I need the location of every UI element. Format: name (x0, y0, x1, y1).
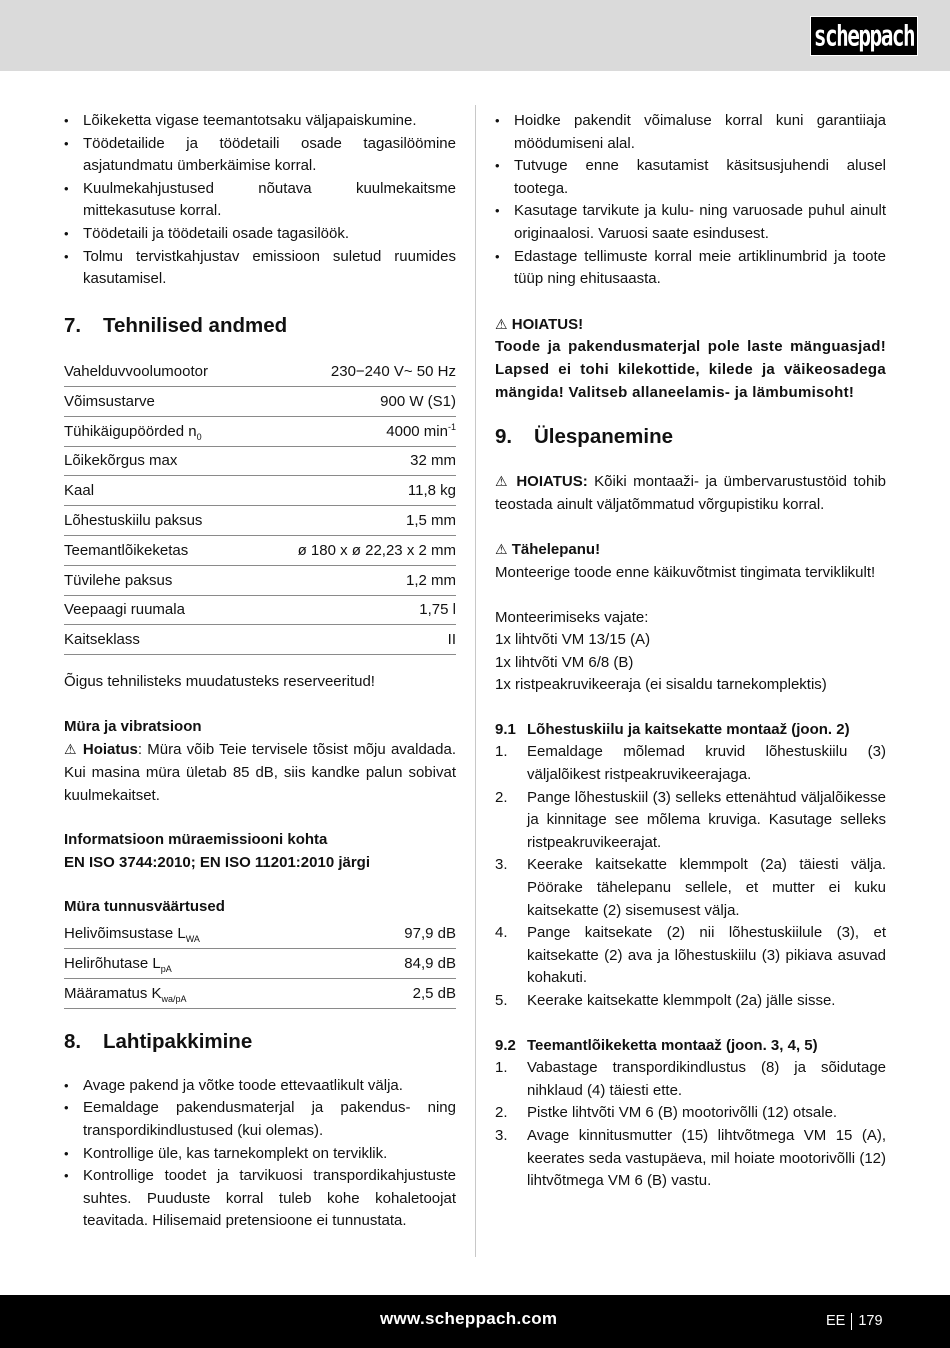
subsection-9-2-heading (495, 1035, 886, 1058)
table-row (64, 979, 456, 1009)
section-7-heading (64, 313, 456, 339)
step-item: 2. Pistke lihtvõti VM 6 (B) mootorivõlli (12) otsale. (495, 1104, 838, 1122)
noise-values-table (64, 919, 456, 1009)
spec-label: Võimsustarve (64, 387, 251, 417)
tech-specs-table (64, 357, 456, 655)
packaging-bullet-list (495, 110, 886, 291)
spec-value: 4000 $\min^{-1}$ (251, 416, 456, 446)
step-item: 2. Pange lõhestuskiil (3) selleks ettenähtud väljalõikesse ja kinnitage see mõlema kruviga. Kasutage selleks ristpeakruvikeerajat. (495, 788, 886, 851)
list-item: • Avage pakend ja võtke toode ettevaatlikult välja. (64, 1075, 456, 1098)
attention-title: ⚠ Tähelepanu! (495, 541, 601, 559)
child-warning-text: Toode ja pakendusmaterjal pole laste mänguasjad! Lapsed ei tohi kilekottide, kilede ja väikeosadega mängida! Valitseb allaneelamis- ja lämbumisoht! (495, 338, 886, 401)
noise-label: Määramatus $K_{wa/pA}$ (64, 979, 348, 1009)
table-row (64, 476, 456, 506)
tool-item: 1x lihtvõti VM 13/15 (A) (495, 631, 651, 649)
spec-label: Lõikekõrgus max (64, 446, 251, 476)
table-row (64, 387, 456, 417)
list-item: • Kontrollige toodet ja tarvikuosi transpordikahjustuste suhtes. Puuduste korral tuleb kohe kohaletoojat teavitada. Hilisemaid pretensioone ei tunnustata. (64, 1165, 456, 1233)
subsection-title: Teemantlõikeketta montaaž (joon. 3, 4, 5) (527, 1036, 818, 1054)
spec-value: ø 180 x ø 22,23 x 2 mm (251, 536, 456, 566)
noise-value: 97,9 dB (348, 919, 456, 949)
table-row (64, 919, 456, 949)
step-item: 3. Avage kinnitusmutter (15) lihtvõtmega VM 15 (A), keerates seda vastupäeva, mil hoiate mootorivõlli (12) lihtvõtmega VM 6 (B) vastu. (495, 1126, 886, 1190)
tools-heading: Monteerimiseks vajate: (495, 608, 649, 626)
section-8-heading (64, 1029, 456, 1055)
step-item: 1. Eemaldage mõlemad kruvid lõhestuskiilu (3) väljalõikest ristpeakruvikeerajaga. (495, 743, 886, 784)
spec-value: 1,2 mm (251, 565, 456, 595)
spec-label: Lõhestuskiilu paksus (64, 506, 251, 536)
subsection-title: Lõhestuskiilu ja kaitsekatte montaaž (joon. 2) (527, 720, 850, 738)
spec-value: 11,8 kg (251, 476, 456, 506)
step-item: 4. Pange kaitsekate (2) nii lõhestuskiilule (3), et kaitsekatte (2) ava ja lõhestuskiilu (3) pikiava asuvad kohakuti. (495, 924, 886, 987)
noise-heading: Müra ja vibratsioon (64, 717, 202, 735)
subsection-number: 9.2 (495, 1036, 516, 1054)
attention-text: Monteerige toode enne käikuvõtmist tingimata terviklikult! (495, 563, 876, 581)
subsection-number: 9.1 (495, 720, 516, 738)
table-row (64, 357, 456, 387)
noise-warning-label: Hoiatus (82, 741, 138, 759)
noise-value: 84,9 dB (348, 949, 456, 979)
steps-9-2 (495, 1057, 886, 1193)
table-row (64, 565, 456, 595)
separator (851, 1313, 852, 1330)
section-9-heading (495, 424, 886, 450)
spec-label: Veepaagi ruumala (64, 595, 251, 625)
warning-triangle-icon: ⚠ (495, 315, 508, 332)
section-number: 7. (64, 313, 82, 337)
step-item: 1. Vabastage transpordikindlustus (8) ja sõidutage nihklaud (4) täiesti ette. (495, 1059, 886, 1099)
header-band (0, 0, 950, 71)
brand-logo-text: scheppach (813, 19, 915, 52)
emission-heading-line2: EN ISO 3744:2010; EN ISO 11201:2010 järgi (64, 853, 371, 871)
list-item: • Eemaldage pakendusmaterjal ja pakendus- ning transpordikindlustused (kui olemas). (64, 1097, 456, 1142)
page-footer (0, 1295, 950, 1348)
table-row (64, 446, 456, 476)
spec-label: Kaal (64, 476, 251, 506)
list-item: • Kontrollige üle, kas tarnekomplekt on terviklik. (64, 1143, 456, 1166)
table-row (64, 506, 456, 536)
risk-bullet-list (64, 110, 456, 291)
tool-item: 1x lihtvõti VM 6/8 (B) (495, 653, 634, 671)
page-number: 179 (858, 1313, 883, 1329)
brand-logo (810, 16, 918, 56)
section-title: Tehnilised andmed (103, 313, 288, 337)
list-item: • Tutvuge enne kasutamist käsitsusjuhendi alusel tootega. (495, 155, 886, 200)
footer-website-link[interactable]: www.scheppach.com (380, 1309, 558, 1328)
step-item: 5. Keerake kaitsekatte klemmpolt (2a) jälle sisse. (495, 992, 836, 1009)
spec-value: 230−240 V~ 50 Hz (251, 357, 456, 387)
list-item: • Lõikeketta vigase teemantotsaku väljapaiskumine. (64, 110, 456, 133)
list-item: • Kuulmekahjustused nõutava kuulmekaitsme mittekasutuse korral. (64, 178, 456, 223)
spec-label: Vahelduvvoolumootor (64, 357, 251, 387)
spec-value: 900 W (S1) (251, 387, 456, 417)
spec-value: 1,5 mm (251, 506, 456, 536)
emission-heading-line1: Informatsioon müraemissiooni kohta (64, 831, 328, 849)
spec-label: Kaitseklass (64, 625, 251, 655)
section-number: 8. (64, 1029, 82, 1053)
list-item: • Edastage tellimuste korral meie artiklinumbrid ja toote tüüp ning ehitusaasta. (495, 246, 886, 291)
spec-label: Teemantlõikeketas (64, 536, 251, 566)
spec-value: 1,75 l (251, 595, 456, 625)
left-column (64, 110, 456, 1233)
noise-value: 2,5 dB (348, 979, 456, 1009)
spec-value: 32 mm (251, 446, 456, 476)
section-title: Ülespanemine (534, 425, 673, 449)
section-number: 9. (495, 425, 513, 449)
noise-label: Helivõimsustase $L_{WA}$ (64, 919, 348, 949)
table-row (64, 416, 456, 446)
assembly-warning (495, 470, 886, 516)
noise-warning-text: : Müra võib Teie tervisele tõsist mõju avaldada. Kui masina müra ületab 85 dB, siis kandke palun sobivat kuulmekaitset. (64, 741, 456, 804)
spec-label: Tühikäigupöörded $n_0$ (64, 416, 251, 446)
language-code: EE (826, 1313, 846, 1329)
column-divider (475, 105, 476, 1257)
list-item: • Töödetailide ja töödetaili osade tagasilöömine asjatundmatu ümberkäimise korral. (64, 133, 456, 178)
list-item: • Kasutage tarvikute ja kulu- ning varuosade puhul ainult originaalosi. Varuosi saate esindusest. (495, 200, 886, 245)
warning-triangle-icon: ⚠ (495, 473, 510, 490)
warning-triangle-icon: ⚠ (64, 741, 78, 758)
spec-value: II (251, 625, 456, 655)
list-item: • Töödetaili ja töödetaili osade tagasilöök. (64, 223, 456, 246)
step-item: 3. Keerake kaitsekatte klemmpolt (2a) täiesti välja. Pöörake tähelepanu sellele, et mutter ei kuku kaitsekatte (2) sisemusest välja. (495, 856, 886, 919)
noise-warning (64, 738, 456, 807)
steps-9-1 (495, 741, 886, 1012)
table-row (64, 595, 456, 625)
list-item: • Tolmu tervistkahjustav emissioon suletud ruumides kasutamisel. (64, 246, 456, 291)
warning-triangle-icon: ⚠ (495, 541, 508, 558)
unpacking-bullet-list (64, 1075, 456, 1233)
assembly-warning-label: HOIATUS: (516, 473, 588, 491)
table-row (64, 536, 456, 566)
right-column (495, 110, 886, 1193)
page-indicator (826, 1310, 883, 1333)
child-warning-title: ⚠ HOIATUS! (495, 315, 584, 333)
assembly-warning-text: Kõiki montaaži- ja ümbervarustustöid tohib teostada ainult väljatõmmatud võrgupistiku korral. (495, 473, 886, 513)
subsection-9-1-heading (495, 719, 886, 742)
section-title: Lahtipakkimine (103, 1029, 253, 1053)
list-item: • Hoidke pakendit võimaluse korral kuni garantiiaja möödumiseni alal. (495, 110, 886, 155)
reserved-note: Õigus tehnilisteks muudatusteks reserveeritud! (64, 673, 375, 691)
spec-label: Tüvilehe paksus (64, 565, 251, 595)
noise-label: Helirõhutase $L_{pA}$ (64, 949, 348, 979)
table-row (64, 949, 456, 979)
table-row (64, 625, 456, 655)
noise-values-heading: Müra tunnusväärtused (64, 898, 225, 916)
tool-item: 1x ristpeakruvikeeraja (ei sisaldu tarnekomplektis) (495, 676, 827, 694)
